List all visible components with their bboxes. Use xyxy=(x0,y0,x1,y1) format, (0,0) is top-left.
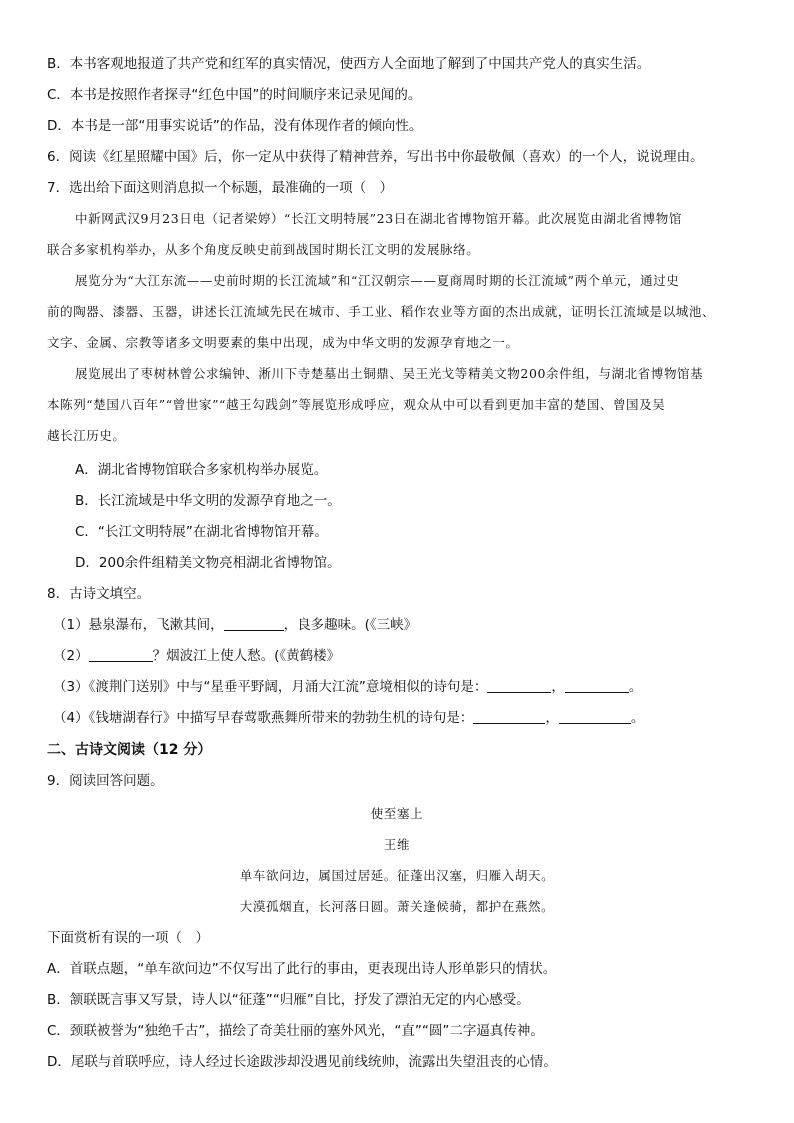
news-line: 前的陶器、漆器、玉器，讲述长江流域先民在城市、手工业、稻作农业等方面的杰出成就，证明长江流域是以城池、 xyxy=(47,304,716,319)
q9-option-c: C．颈联被誉为“独绝千古”，描绘了奇美壮丽的塞外风光，“直”“圆”二字逼真传神。 xyxy=(47,1023,544,1039)
poem-title: 使至塞上 xyxy=(370,806,424,821)
q8-item-3-mid: ， xyxy=(551,679,565,695)
q7-option-c: C．“长江文明特展”在湖北省博物馆开幕。 xyxy=(75,524,328,540)
question-7: 7．选出给下面这则消息拟一个标题，最准确的一项（ ） xyxy=(47,180,394,196)
news-line: 文字、金属、宗教等诸多文明要素的集中出现，成为中华文明的发源孕育地之一。 xyxy=(47,335,519,350)
fill-blank[interactable] xyxy=(487,678,551,693)
q5-option-b: B．本书客观地报道了共产党和红军的真实情况，使西方人全面地了解到了中国共产党人的真实生活。 xyxy=(47,56,651,72)
poem-author: 王维 xyxy=(383,837,411,852)
q8-item-1 xyxy=(53,615,754,635)
fill-blank[interactable] xyxy=(473,709,545,724)
q8-item-1-pre: （1）悬泉瀑布，飞漱其间， xyxy=(53,617,224,633)
news-line: 本陈列“楚国八百年”“曾世家”“越王勾践剑”等展览形成呼应，观众从中可以看到更加丰富的楚国、曾国及吴 xyxy=(47,397,666,412)
q8-item-3-pre: （3）《渡荆门送别》中与“星垂平野阔，月涌大江流”意境相似的诗句是： xyxy=(53,679,488,695)
news-line: 展览展出了枣树林曾公求编钟、淅川下寺楚墓出土铜鼎、吴王光戈等精美文物200余件组，与湖北省博物馆基 xyxy=(75,366,704,381)
fill-blank[interactable] xyxy=(224,616,284,631)
q8-item-4 xyxy=(53,708,754,728)
q8-item-4-mid: ， xyxy=(545,710,559,726)
news-line: 联合多家机构举办，从多个角度反映史前到战国时期长江文明的发展脉络。 xyxy=(47,242,480,257)
news-line: 越长江历史。 xyxy=(47,428,126,443)
q8-item-1-post: ，良多趣味。(《三峡》 xyxy=(283,617,418,633)
question-9-title: 9．阅读回答问题。 xyxy=(47,773,164,789)
q8-item-3 xyxy=(53,677,754,697)
fill-blank[interactable] xyxy=(565,678,629,693)
q7-option-b: B．长江流域是中华文明的发源孕育地之一。 xyxy=(75,493,341,509)
q7-option-d: D．200余件组精美文物亮相湖北省博物馆。 xyxy=(75,555,341,571)
q8-item-3-post: 。 xyxy=(628,679,643,695)
q8-item-4-pre: （4）《钱塘湖春行》中描写早春莺歌燕舞所带来的勃勃生机的诗句是： xyxy=(53,710,474,726)
q8-item-4-post: 。 xyxy=(630,710,645,726)
q5-option-d: D．本书是一部“用事实说话”的作品，没有体现作者的倾向性。 xyxy=(47,118,423,134)
fill-blank[interactable] xyxy=(559,709,631,724)
news-line: 中新网武汉9月23日电（记者梁婷）“长江文明特展”23日在湖北省博物馆开幕。此次展览由湖北省博物馆 xyxy=(75,211,682,226)
q9-option-a: A．首联点题，“单车欲问边”不仅写出了此行的事由，更表现出诗人形单影只的情状。 xyxy=(47,961,557,977)
q8-item-2-pre: （2） xyxy=(53,648,89,664)
q9-question: 下面赏析有误的一项（ ） xyxy=(47,930,209,946)
question-6: 6．阅读《红星照耀中国》后，你一定从中获得了精神营养，写出书中你最敬佩（喜欢）的一个人，说说理由。 xyxy=(47,149,704,165)
section-heading: 二、古诗文阅读（12 分） xyxy=(47,742,212,758)
q5-option-c: C．本书是按照作者探寻“红色中国”的时间顺序来记录见闻的。 xyxy=(47,87,422,103)
fill-blank[interactable] xyxy=(89,647,153,662)
poem-line: 大漠孤烟直，长河落日圆。萧关逢候骑，都护在燕然。 xyxy=(239,899,555,914)
q9-option-d: D．尾联与首联呼应，诗人经过长途跋涉却没遇见前线统帅，流露出失望沮丧的心情。 xyxy=(47,1054,557,1070)
news-line: 展览分为“大江东流——史前时期的长江流域”和“江汉朝宗——夏商周时期的长江流域”两个单元，通过史 xyxy=(75,273,680,288)
q8-item-2-post: ？烟波江上使人愁。(《黄鹤楼》 xyxy=(152,648,341,664)
q7-option-a: A．湖北省博物馆联合多家机构举办展览。 xyxy=(75,462,328,478)
q9-option-b: B．颔联既言事又写景，诗人以“征蓬”“归雁”自比，抒发了漂泊无定的内心感受。 xyxy=(47,992,530,1008)
poem-line: 单车欲问边，属国过居延。征蓬出汉塞，归雁入胡天。 xyxy=(239,868,555,883)
q8-item-2 xyxy=(53,646,754,666)
question-8-title: 8．古诗文填空。 xyxy=(47,586,151,602)
